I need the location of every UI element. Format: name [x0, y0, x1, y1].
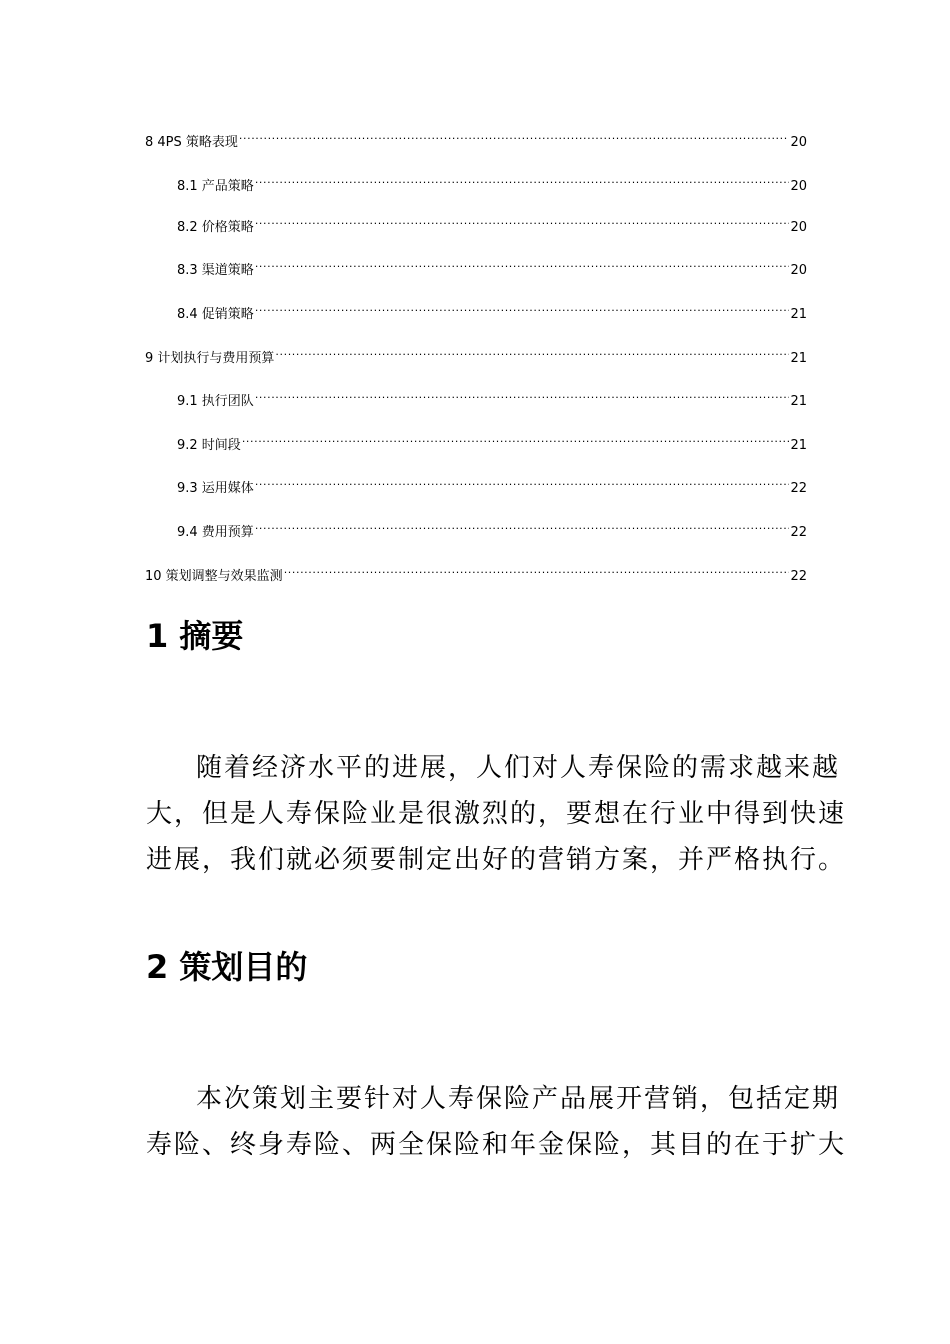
toc-leader-dots	[239, 126, 790, 146]
section-paragraph	[146, 1076, 847, 1168]
toc-leader-dots	[275, 342, 789, 362]
toc-entry-page: 21	[790, 351, 807, 366]
toc-entry-label: 9.1 执行团队	[177, 394, 254, 409]
toc-entry[interactable]	[177, 254, 807, 278]
toc-leader-dots	[284, 560, 790, 580]
paragraph-line: 寿险、终身寿险、两全保险和年金保险，其目的在于扩大	[146, 1130, 847, 1160]
toc-leader-dots	[255, 211, 790, 231]
toc-entry-page: 20	[790, 263, 807, 278]
toc-entry[interactable]	[177, 298, 807, 322]
toc-entry-label: 9.4 费用预算	[177, 525, 254, 540]
section-heading: 2 策划目的	[146, 948, 308, 986]
toc-entry[interactable]	[177, 211, 807, 235]
toc-entry[interactable]	[177, 472, 807, 496]
toc-entry-page: 20	[790, 179, 807, 194]
toc-leader-dots	[255, 254, 790, 274]
toc-entry[interactable]	[145, 126, 807, 150]
toc-leader-dots	[255, 472, 790, 492]
toc-leader-dots	[255, 298, 790, 318]
paragraph-line: 大，但是人寿保险业是很激烈的，要想在行业中得到快速	[146, 799, 847, 829]
toc-entry[interactable]	[177, 429, 807, 453]
toc-leader-dots	[242, 429, 790, 449]
toc-entry[interactable]	[177, 516, 807, 540]
toc-entry[interactable]	[177, 385, 807, 409]
toc-entry[interactable]	[145, 342, 807, 366]
toc-entry[interactable]	[177, 170, 807, 194]
toc-entry-label: 9.3 运用媒体	[177, 481, 254, 496]
toc-entry-label: 9.2 时间段	[177, 438, 241, 453]
toc-leader-dots	[255, 170, 790, 190]
toc-entry-page: 22	[790, 569, 807, 584]
toc-entry-label: 8.4 促销策略	[177, 307, 254, 322]
toc-entry-label: 8.2 价格策略	[177, 220, 254, 235]
paragraph-line: 本次策划主要针对人寿保险产品展开营销，包括定期	[196, 1084, 841, 1114]
section-heading: 1 摘要	[146, 617, 244, 655]
toc-entry-page: 20	[790, 220, 807, 235]
toc-leader-dots	[255, 385, 790, 405]
toc-entry-page: 20	[790, 135, 807, 150]
toc-entry-page: 22	[790, 525, 807, 540]
toc-entry-label: 9 计划执行与费用预算	[145, 351, 275, 366]
toc-entry-label: 8.3 渠道策略	[177, 263, 254, 278]
toc-entry-page: 22	[790, 481, 807, 496]
toc-entry-label: 8 4PS 策略表现	[145, 135, 238, 150]
toc-leader-dots	[255, 516, 790, 536]
toc-entry-label: 10 策划调整与效果监测	[145, 569, 283, 584]
toc-entry-label: 8.1 产品策略	[177, 179, 254, 194]
paragraph-line: 随着经济水平的进展，人们对人寿保险的需求越来越	[196, 753, 841, 783]
toc-entry-page: 21	[790, 438, 807, 453]
section-paragraph	[146, 745, 847, 883]
toc-entry[interactable]	[145, 560, 807, 584]
toc-entry-page: 21	[790, 307, 807, 322]
toc-entry-page: 21	[790, 394, 807, 409]
paragraph-line: 进展，我们就必须要制定出好的营销方案，并严格执行。	[146, 845, 847, 875]
